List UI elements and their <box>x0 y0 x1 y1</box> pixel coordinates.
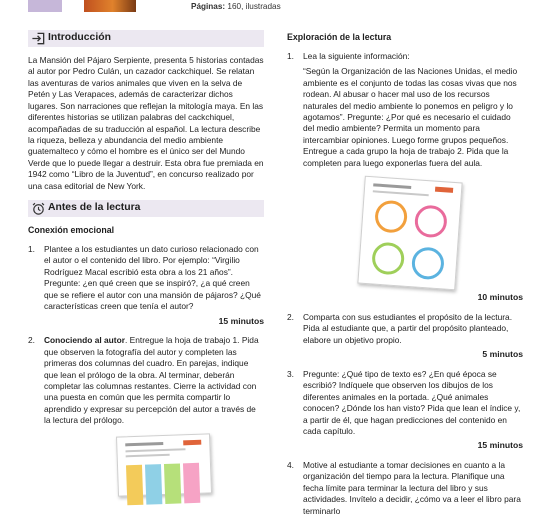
worksheet-2-thumbnail <box>287 173 523 289</box>
step-minutes: 15 minutos <box>477 440 523 451</box>
decorative-tab <box>28 0 62 12</box>
list-item: 3. Pregunte: ¿Qué tipo de texto es? ¿En qué época se escribió? Indíquele que observen los dibujos de los diferentes animales en la portada. ¿Qué animales conocen? ¿Dónde los han visto? Pida que lean el índice y, a partir de él, que hagan predicciones del contenido en cada capítulo. <box>287 368 521 436</box>
list-item: 1. Lea la siguiente información: “Según la Organización de las Naciones Unidas, el medio ambiente es el conjunto de todas las cosas vivas que nos rodean. Al abusar o hacer mal uso de los recursos naturales del medio ambiente lo ponemos en peligro y lo agotamos”. Pregunte: ¿Por qué es necesario el cuidado del medio ambiente? Permita un momento para intercambiar opiniones. Luego forme grupos pequeños. Entregue a cada grupo la hoja de trabajo 2. Pida que la completen para luego exponerlas fuera del aula. <box>287 51 523 169</box>
circle-green <box>371 242 405 276</box>
before-steps-2 <box>28 335 264 426</box>
circle-orange <box>374 200 408 234</box>
list-item: 1. Plantee a los estudiantes un dato curioso relacionado con el autor o el contenido del libro. Por ejemplo: “Virgilio Rodríguez Macal escribió esta obra a los 21 años”. Pregunte: ¿en qué creen que se inspiró?, ¿a qué creen que se refiere el autor con una mansión de pájaros? ¿Qué características creen que tenía el autor? <box>28 244 261 312</box>
intro-section-bar <box>28 30 264 47</box>
pages-line: Páginas: 160, ilustradas <box>191 2 281 11</box>
arrow-into-box-icon <box>31 31 46 46</box>
list-item: 4. Motive al estudiante a tomar decisiones en cuanto a la organización del tiempo para la lectura. Planifique una fecha límite para terminar la lectura del libro y sus actividades. Invítelo a decidir, ¿cómo va a leer el libro para terminarlo <box>287 460 521 516</box>
exploration-steps-4 <box>287 460 523 517</box>
left-column <box>28 30 264 491</box>
intro-title: Introducción <box>48 32 111 43</box>
alarm-clock-icon <box>31 201 46 216</box>
book-cover-thumbnail <box>84 0 136 12</box>
step-minutes: 15 minutos <box>218 315 264 326</box>
intro-text: La Mansión del Pájaro Serpiente, presenta 5 historias contadas al autor por Pedro Culán, un cazador cackchiquel. Se relatan las aventuras de varios animales que viven en la selva de Petén y Las Verapaces, además de caracterizar dichos lugares. Son narraciones que reflejan la mitología maya. En las diferentes historias se utilizan palabras del cackchiquel, acompañadas de su traducción al español. La lectura describe la riqueza, belleza y abundancia del medio ambiente guatemalteco y cómo el hombre es el único ser del Mundo Verde que lo puede llegar a destruir. Esta obra fue premiada en 1942 como “Libro de la Juventud”, en concurso realizado por una casa editorial de New York. <box>28 55 264 191</box>
list-item: 2. Conociendo al autor. Entregue la hoja de trabajo 1. Pida que observen la fotografía del autor y completen las primeras dos columnas del cuadro. En parejas, indique que lean el prólogo de la obra. Al terminar, deberán completar las columnas restantes. Cierre la actividad con una puesta en común que les permita compartir lo aprendido y expresar su percepción del autor a través de la lectura del prólogo. <box>28 335 259 426</box>
worksheet-1-thumbnail <box>81 431 211 491</box>
before-section-bar <box>28 200 264 217</box>
step-minutes: 10 minutos <box>477 292 523 303</box>
exploration-title: Exploración de la lectura <box>287 32 392 42</box>
before-title: Antes de la lectura <box>48 202 141 214</box>
exploration-steps-2 <box>287 312 523 346</box>
before-steps <box>28 244 264 313</box>
circle-blue <box>411 246 445 280</box>
right-column <box>287 32 523 517</box>
circle-pink <box>414 205 448 239</box>
step-bold-lead: Conociendo al autor <box>44 335 125 346</box>
top-strip <box>0 0 550 14</box>
exploration-steps-3 <box>287 369 523 438</box>
quote-text: “Según la Organización de las Naciones Unidas, el medio ambiente es el conjunto de todas las cosas vivas que nos rodean. Al abusar o hacer mal uso de los recursos naturales del medio ambiente lo ponemos en peligro y lo agotamos”. Pregunte: ¿Por qué es necesario el cuidado del medio ambiente? Permita un momento para intercambiar opiniones. Luego forme grupos pequeños. Entregue a cada grupo la hoja de trabajo 2. Pida que la completen para luego exponerlas fuera del aula. <box>303 66 518 168</box>
pages-value: 160, ilustradas <box>227 2 281 11</box>
emotional-connection-subtitle: Conexión emocional <box>28 225 115 236</box>
exploration-steps <box>287 51 523 169</box>
list-item: 2. Comparta con sus estudiantes el propósito de la lectura. Pida al estudiante que, a partir del propósito planteado, elabore un objetivo propio. <box>287 311 513 345</box>
step-minutes: 5 minutos <box>482 349 523 360</box>
